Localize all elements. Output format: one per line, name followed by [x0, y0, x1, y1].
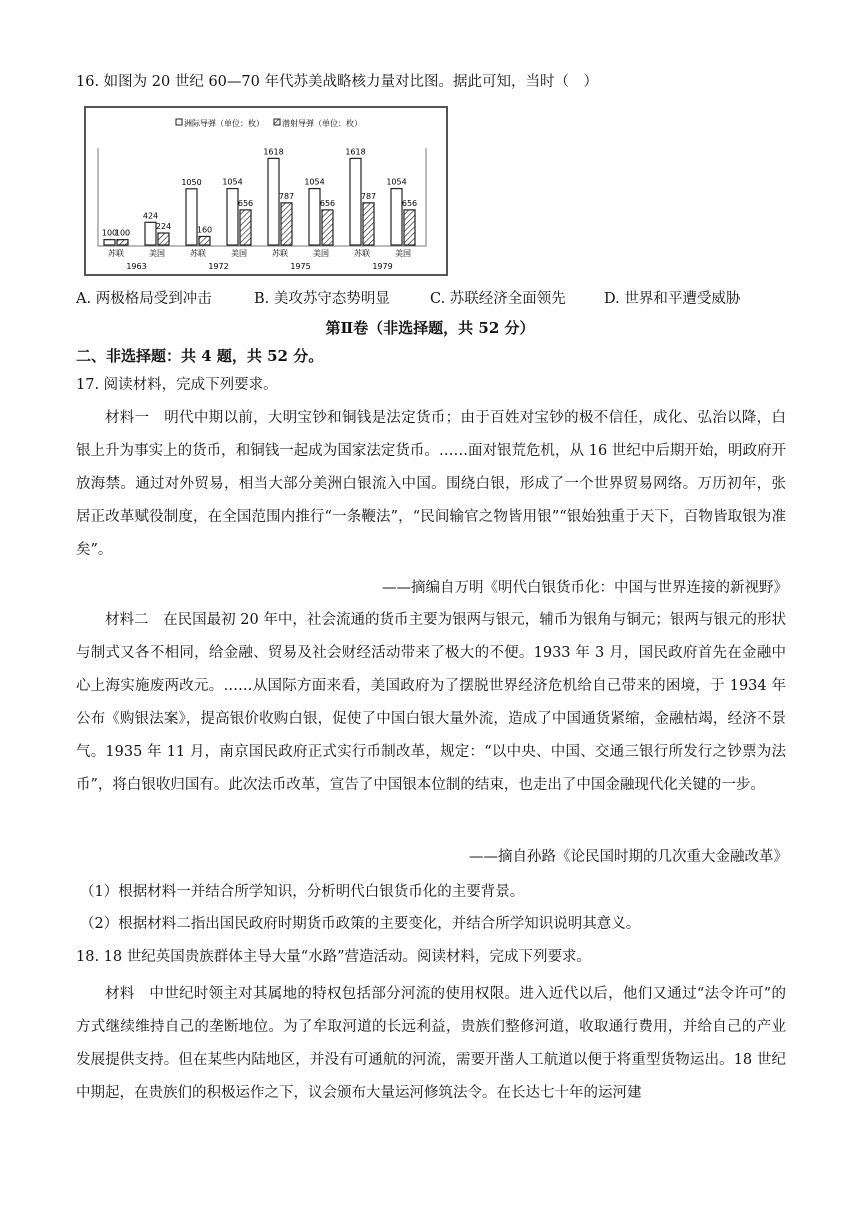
year-label: 1979 — [372, 262, 393, 271]
data-label-icbm: 100 — [101, 228, 118, 238]
bar-slbm — [240, 210, 251, 245]
data-label-slbm: 787 — [278, 191, 295, 201]
country-label: 美国 — [313, 249, 329, 258]
q18-material — [76, 978, 786, 1110]
part2-heading: 二、非选择题：共 4 题，共 52 分。 — [76, 347, 324, 365]
data-label-slbm: 656 — [319, 198, 336, 208]
question-17-stem: 17. 阅读材料，完成下列要求。 — [76, 377, 278, 393]
bar-slbm — [158, 233, 169, 245]
bar-icbm — [186, 189, 197, 245]
country-label: 苏联 — [108, 249, 124, 258]
legend-slbm-label: 潜射导弹（单位：枚） — [282, 119, 362, 128]
chart-svg — [86, 108, 446, 274]
country-label: 苏联 — [190, 249, 206, 258]
bar-slbm — [117, 240, 128, 245]
bar-slbm — [322, 210, 333, 245]
part2-title: 第Ⅱ卷（非选择题，共 52 分） — [325, 319, 535, 337]
country-label: 苏联 — [272, 249, 288, 258]
data-label-icbm: 1618 — [263, 147, 284, 157]
data-label-slbm: 100 — [114, 228, 131, 238]
option-c[interactable]: C. 苏联经济全面领先 — [430, 291, 566, 307]
data-label-icbm: 424 — [142, 211, 159, 221]
country-label: 苏联 — [354, 249, 370, 258]
data-label-slbm: 160 — [196, 225, 213, 235]
option-b[interactable]: B. 美攻苏守态势明显 — [254, 291, 390, 307]
bar-icbm — [391, 189, 402, 245]
data-label-icbm: 1054 — [386, 177, 407, 187]
data-label-icbm: 1618 — [345, 147, 366, 157]
question-18-stem: 18. 18 世纪英国贵族群体主导大量“水路”营造活动。阅读材料，完成下列要求。 — [76, 949, 592, 965]
country-label: 美国 — [395, 249, 411, 258]
data-label-slbm: 656 — [237, 198, 254, 208]
bar-icbm — [104, 240, 115, 245]
q17-material2-text: 材料二 在民国最初 20 年中，社会流通的货币主要为银两与银元，辅币为银角与铜元；银两与银元的形状与制式又各不相同，给金融、贸易及社会财经活动带来了极大的不便。1933 年 3 月，国民政府首先在金融中心上海实施废两改元。……从国际方面来看，美国政府为了摆脱世界经济危机给自己带来的困境，于 1934 年公布《购银法案》，提高银价收购白银，促使了中国白银大量外流，造成了中国通货紧缩，金融枯竭，经济不景气。1935 年 11 月，南京国民政府正式实行币制改革，规定：“以中央、中国、交通三银行所发行之钞票为法币”，将白银收归国有。此次法币改革，宣告了中国银本位制的结束，也走出了中国金融现代化关键的一步。 — [76, 612, 786, 793]
question-16-stem: 16. 如图为 20 世纪 60—70 年代苏美战略核力量对比图。据此可知，当时（ ） — [76, 74, 598, 90]
legend-icbm-label: 洲际导弹（单位：枚） — [184, 119, 264, 128]
nuclear-force-chart — [84, 106, 448, 276]
bar-icbm — [145, 222, 156, 245]
data-label-icbm: 1050 — [181, 177, 202, 187]
bar-slbm — [363, 203, 374, 245]
year-label: 1975 — [290, 262, 311, 271]
question-16-options — [76, 287, 786, 308]
bar-slbm — [281, 203, 292, 245]
year-label: 1972 — [208, 262, 229, 271]
option-a[interactable]: A. 两极格局受到冲击 — [76, 291, 212, 307]
legend-icbm-swatch — [176, 119, 182, 125]
data-label-slbm: 656 — [401, 198, 418, 208]
q17-source1: ——摘编自万明《明代白银货币化：中国与世界连接的新视野》 — [382, 580, 788, 596]
option-d[interactable]: D. 世界和平遭受威胁 — [604, 291, 741, 307]
data-label-slbm: 787 — [360, 191, 377, 201]
bar-icbm — [268, 158, 279, 245]
bar-slbm — [404, 210, 415, 245]
bar-icbm — [350, 158, 361, 245]
q17-material2 — [76, 604, 786, 802]
data-label-slbm: 224 — [155, 222, 172, 232]
q17-material1-text: 材料一 明代中期以前，大明宝钞和铜钱是法定货币；由于百姓对宝钞的极不信任，成化、弘治以降，白银上升为事实上的货币，和铜钱一起成为国家法定货币。……面对银荒危机，从 16 世纪中后期开始，明政府开放海禁。通过对外贸易，相当大部分美洲白银流入中国。围绕白银，形成了一个世界贸易网络。万历初年，张居正改革赋役制度，在全国范围内推行“一条鞭法”，“民间输官之物皆用银”“银始独重于天下，百物皆取银为准矣”。 — [76, 410, 786, 558]
bar-icbm — [227, 189, 238, 245]
country-label: 美国 — [231, 249, 247, 258]
legend-slbm-swatch — [274, 119, 280, 125]
q17-source2: ——摘自孙路《论民国时期的几次重大金融改革》 — [469, 849, 788, 865]
bar-slbm — [199, 236, 210, 245]
data-label-icbm: 1054 — [222, 177, 243, 187]
bar-icbm — [309, 189, 320, 245]
q18-material-text: 材料 中世纪时领主对其属地的特权包括部分河流的使用权限。进入近代以后，他们又通过“法令许可”的方式继续维持自己的垄断地位。为了牟取河道的长远利益，贵族们整修河道，收取通行费用，并给自己的产业发展提供支持。但在某些内陆地区，并没有可通航的河流，需要开凿人工航道以便于将重型货物运出。18 世纪中期起，在贵族们的积极运作之下，议会颁布大量运河修筑法令。在长达七十年的运河建 — [76, 986, 786, 1101]
country-label: 美国 — [149, 249, 165, 258]
q17-requirement-2: （2）根据材料二指出国民政府时期货币政策的主要变化，并结合所学知识说明其意义。 — [80, 916, 641, 932]
q17-material1 — [76, 402, 786, 567]
q17-requirement-1: （1）根据材料一并结合所学知识，分析明代白银货币化的主要背景。 — [80, 884, 525, 900]
year-label: 1963 — [126, 262, 147, 271]
data-label-icbm: 1054 — [304, 177, 325, 187]
